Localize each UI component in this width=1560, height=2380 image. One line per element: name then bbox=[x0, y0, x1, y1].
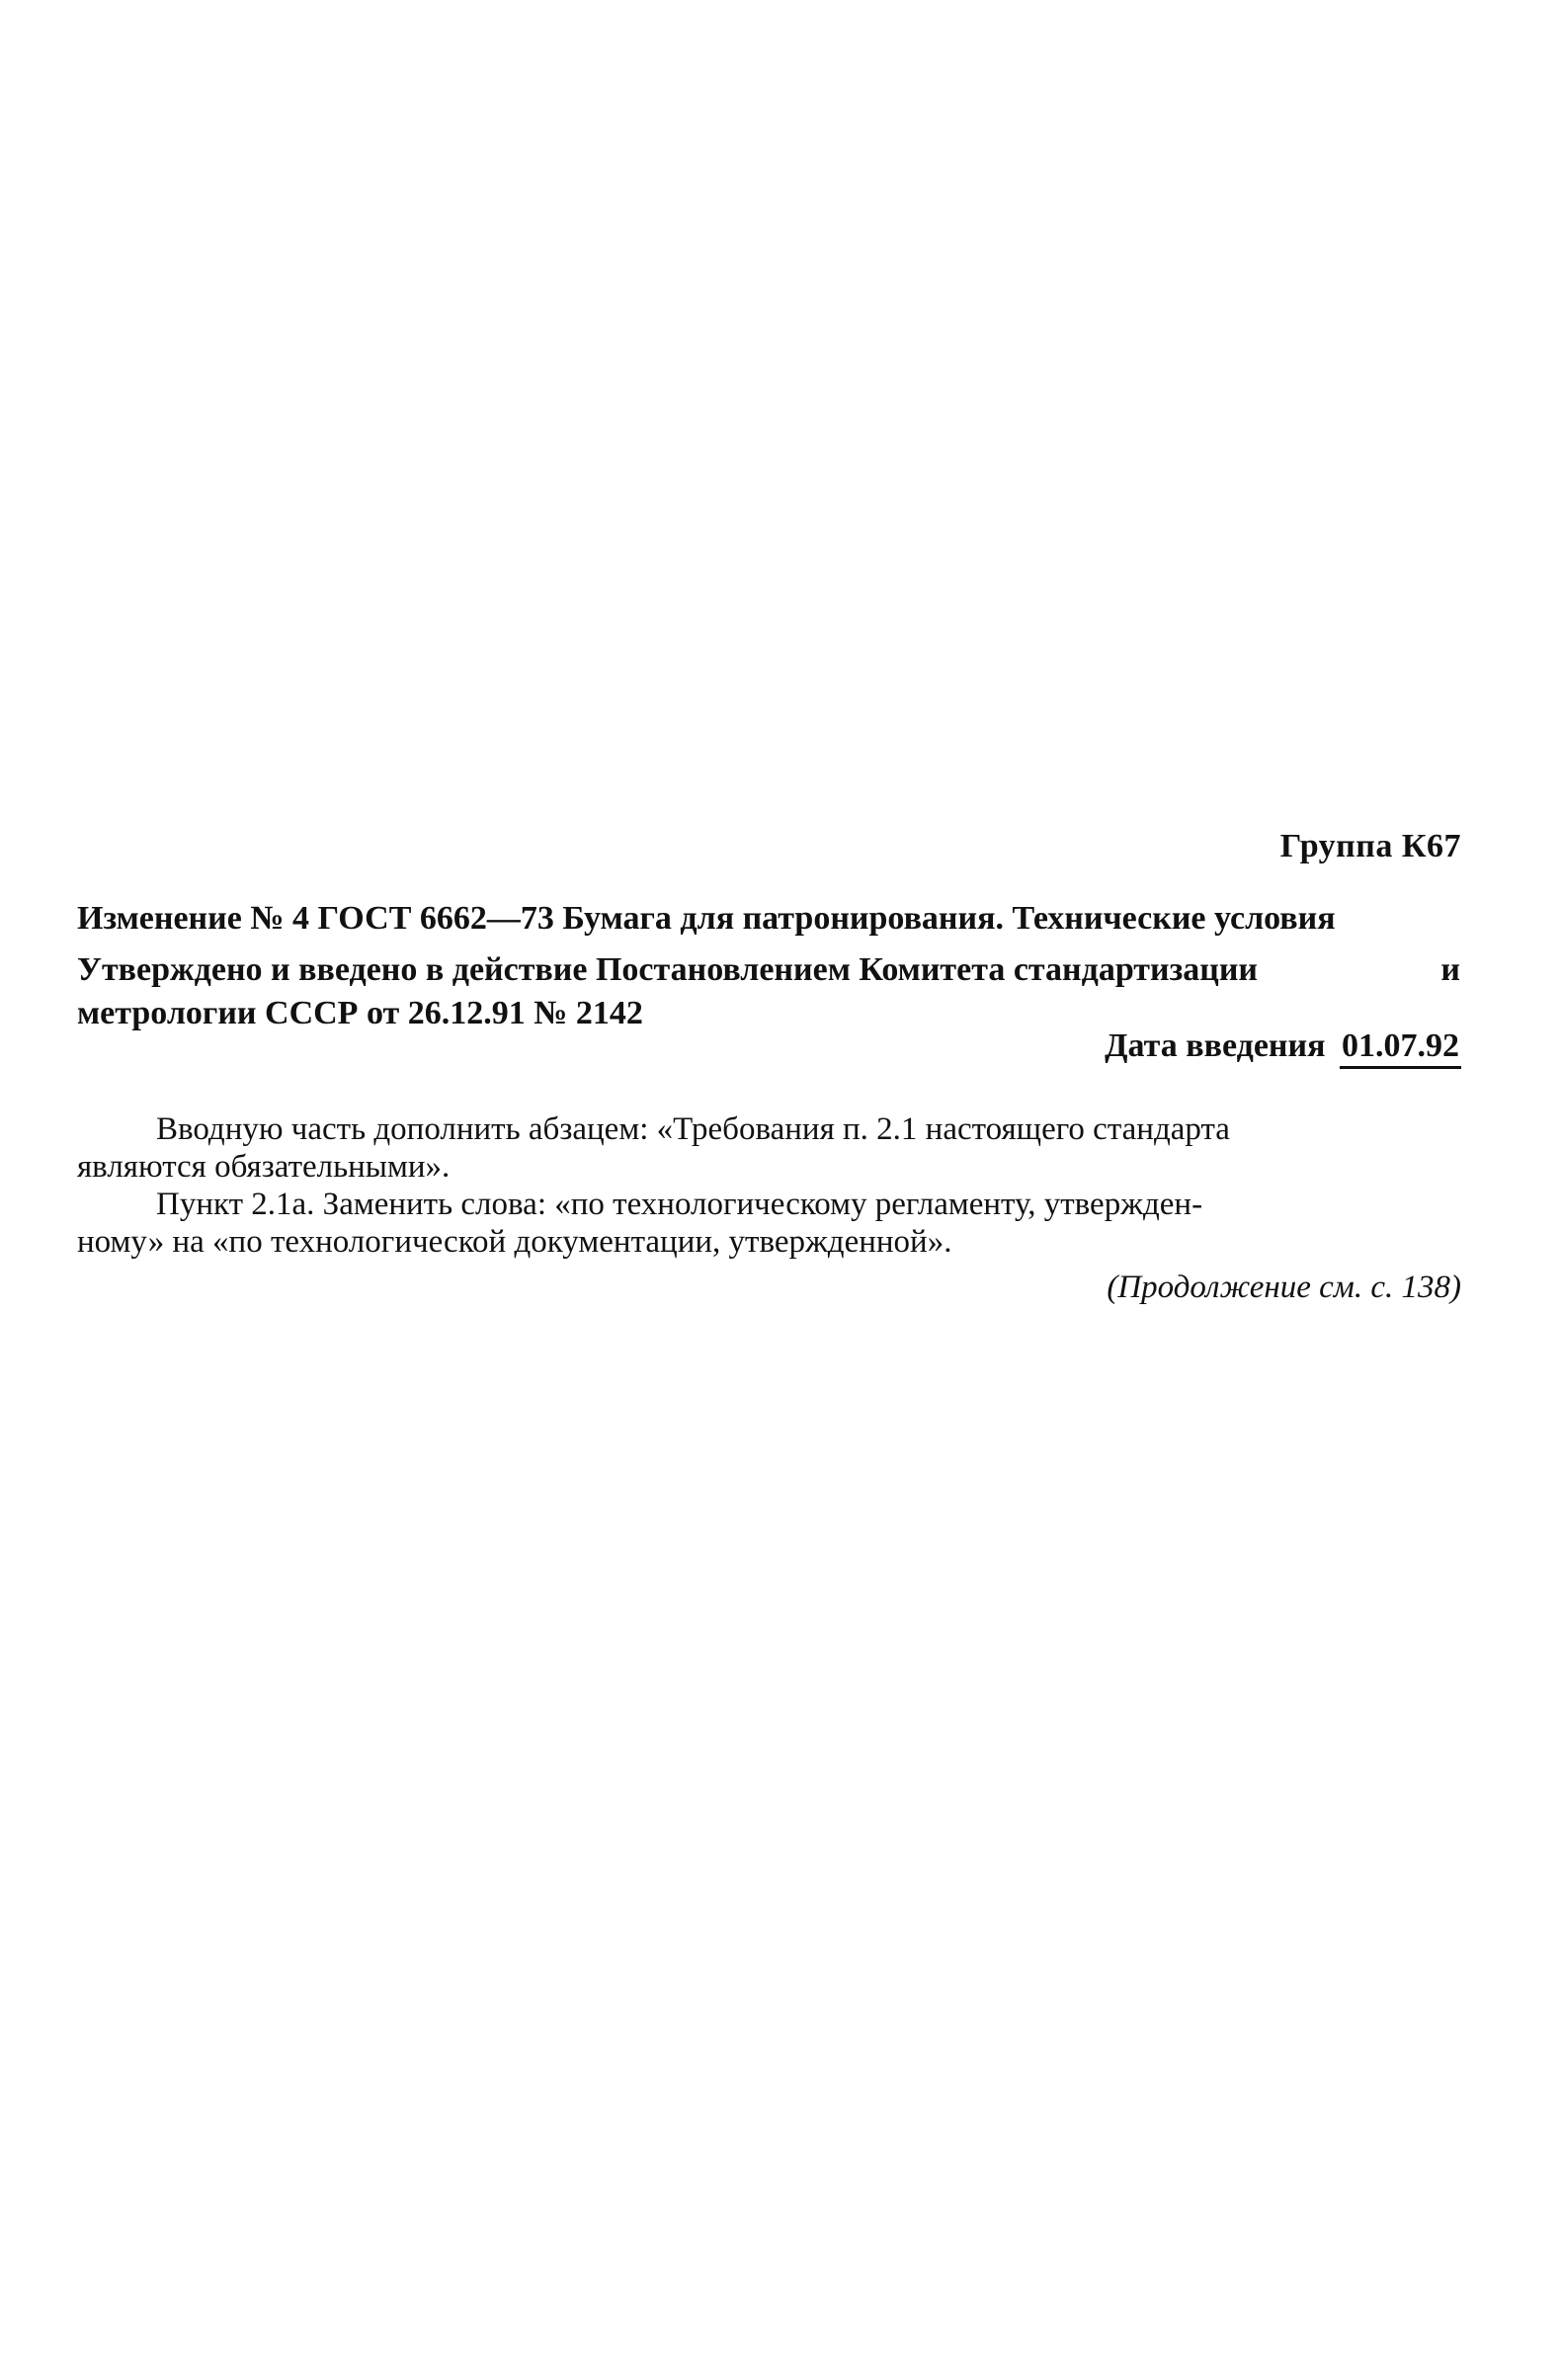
paragraph-2-line-1 bbox=[77, 1186, 1460, 1223]
change-title: Изменение № 4 ГОСТ 6662—73 Бумага для патронирования. Технические условия bbox=[77, 900, 1336, 937]
approval-line-2: метрологии СССР от 26.12.91 № 2142 bbox=[77, 995, 643, 1031]
paragraph-clause-2-1a bbox=[77, 1186, 1460, 1261]
approval-line-1-end: и bbox=[1440, 951, 1460, 988]
group-code: Группа К67 bbox=[1279, 828, 1461, 864]
paragraph-2-line-1-text: Пункт 2.1а. Заменить слова: «по технологическому регламенту, утвержден- bbox=[156, 1187, 1203, 1222]
approval-statement bbox=[77, 948, 1460, 1035]
continued-note: (Продолжение см. с. 138) bbox=[1107, 1270, 1461, 1305]
paragraph-2-line-2: ному» на «по технологической документации, утвержденной». bbox=[77, 1224, 952, 1260]
approval-line-1-text: Утверждено и введено в действие Постановлением Комитета стандартизации bbox=[77, 951, 1259, 988]
paragraph-intro-amendment bbox=[77, 1110, 1460, 1186]
paragraph-1-line-2: являются обязательными». bbox=[77, 1149, 451, 1185]
paragraph-1-line-1-text: Вводную часть дополнить абзацем: «Требования п. 2.1 настоящего стандарта bbox=[156, 1111, 1230, 1147]
effective-date bbox=[1105, 1027, 1461, 1069]
paragraph-1-line-1 bbox=[77, 1110, 1460, 1148]
effective-date-label: Дата введения bbox=[1105, 1027, 1326, 1064]
effective-date-value: 01.07.92 bbox=[1340, 1027, 1461, 1069]
approval-line-1 bbox=[77, 948, 1460, 992]
